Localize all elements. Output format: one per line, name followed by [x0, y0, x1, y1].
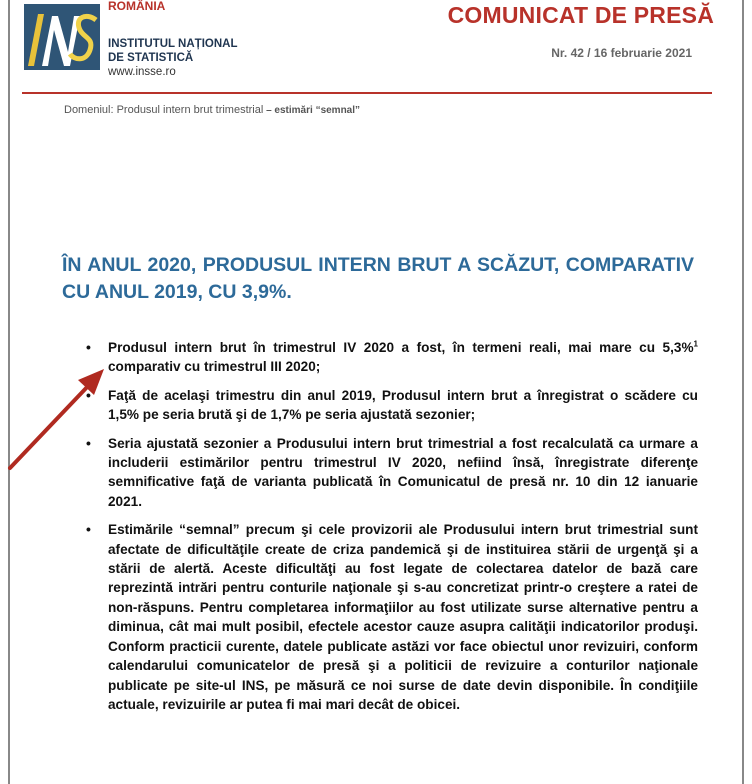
domain-line	[64, 104, 360, 116]
header-divider	[22, 92, 712, 94]
key-points-list	[86, 338, 698, 723]
press-release-number: Nr. 42 / 16 februarie 2021	[551, 46, 692, 60]
footnote-marker[interactable]: 1	[693, 339, 698, 349]
bullet-item	[86, 338, 698, 377]
ins-logo	[24, 4, 100, 70]
domain-suffix: – estimări “semnal”	[263, 105, 361, 116]
press-release-title: COMUNICAT DE PRESĂ	[447, 2, 714, 28]
bullet-item: • Seria ajustată sezonier a Produsului intern brut trimestrial a fost recalculată ca urmare a includerii estimărilor pentru trimestrul IV 2020, nefiind însă, înregistrate diferenţe semnificative faţă de varianta publicată în Comunicatul de presă nr. 10 din 12 ianuarie 2021.	[86, 434, 698, 512]
bullet-text: comparativ cu trimestrul III 2020;	[108, 359, 321, 375]
headline: ÎN ANUL 2020, PRODUSUL INTERN BRUT A SCĂZUT, COMPARATIV CU ANUL 2019, CU 3,9%.	[62, 254, 694, 303]
bullet-item: • Estimările “semnal” precum şi cele provizorii ale Produsului intern brut trimestrial sunt afectate de dificultăţile create de criza pandemică şi de instituirea stării de urgenţă şi a stării de alertă. Aceste dificultăţi au fost legate de colectarea datelor de bază care reprezintă intrări pentru conturile naţionale şi s-au concretizat printr-o creştere a ratei de non-răspuns. Pentru completarea informaţiilor au fost utilizate surse alternative pentru a diminua, cât mai mult posibil, efectele acestor cauze asupra calităţii indicatorilor produşi. Conform practicii curente, datele publicate astăzi vor face obiectul unor revizuiri, conform calendarului comunicatelor de presă şi a politicii de revizuire a conturilor naţionale publicate pe site-ul INS, pe măsură ce noi surse de date devin disponibile. În condiţiile actuale, revizuirile ar putea fi mai mari decât de obicei.	[86, 520, 698, 714]
domain-prefix: Domeniul: Produsul intern brut trimestrial	[64, 104, 264, 116]
institute-name-line1: INSTITUTUL NAȚIONAL	[108, 38, 238, 50]
bullet-item: • Faţă de acelaşi trimestru din anul 2019, Produsul intern brut a înregistrat o scădere cu 1,5% pe seria brută şi de 1,7% pe seria ajustată sezonier;	[86, 386, 698, 425]
country-label: ROMÂNIA	[108, 0, 166, 13]
institute-header	[108, 0, 237, 79]
ins-logo-graphic	[24, 4, 100, 70]
website-link[interactable]: www.insse.ro	[108, 66, 176, 78]
bullet-text: Produsul intern brut în trimestrul IV 2020 a fost, în termeni reali, mai mare cu 5,3%	[108, 340, 694, 355]
institute-name-line2: DE STATISTICĂ	[108, 52, 194, 64]
